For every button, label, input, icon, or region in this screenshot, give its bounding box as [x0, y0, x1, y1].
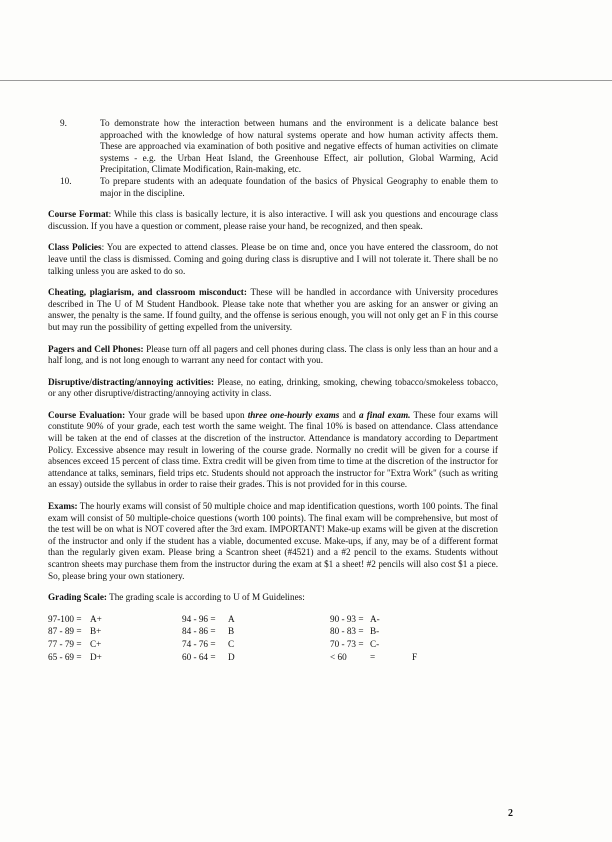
grade-letter: C — [228, 638, 235, 649]
exams-heading: Exams: — [48, 501, 78, 512]
class-policies-paragraph — [48, 242, 498, 277]
evaluation-paragraph — [48, 410, 498, 491]
grade-letter: A- — [370, 613, 380, 624]
grade-equals: = — [370, 651, 376, 662]
course-format-heading: Course Format — [48, 209, 109, 220]
objective-text: To demonstrate how the interaction between humans and the environment is a delicate balance best approached with the knowledge of how natural systems operate and how human activity affects them. These are approached via examination of both positive and negative effects of human activities on climate systems - e.g. the Urban Heat Island, the Greenhouse Effect, air pollution, Global Warming, Acid Precipitation, Climate Modification, Rain-making, etc. — [100, 118, 498, 175]
objective-text: To prepare students with an adequate foundation of the basics of Physical Geography to enable them to major in the discipline. — [100, 175, 498, 198]
objective-number: 10. — [60, 175, 72, 186]
objective-item-10 — [48, 176, 498, 199]
exams-paragraph — [48, 501, 498, 582]
grading-heading: Grading Scale: — [48, 592, 107, 603]
grading-scale-table — [48, 614, 498, 663]
syllabus-page-content — [48, 118, 498, 663]
grade-range: < 60 — [330, 651, 347, 662]
grade-letter: A — [228, 613, 235, 624]
grade-range: 65 - 69 = — [48, 651, 82, 662]
page-number: 2 — [508, 808, 513, 819]
grade-letter: D+ — [90, 651, 102, 662]
grade-letter: C+ — [90, 638, 102, 649]
grade-range: 94 - 96 = — [182, 613, 216, 624]
cheating-heading: Cheating, plagiarism, and classroom misconduct: — [48, 287, 247, 298]
grade-letter: B — [228, 626, 235, 637]
grade-range: 87 - 89 = — [48, 626, 82, 637]
grade-range: 60 - 64 = — [182, 651, 216, 662]
grade-range: 84 - 86 = — [182, 626, 216, 637]
grading-scale-paragraph — [48, 592, 498, 604]
grade-range: 90 - 93 = — [330, 613, 364, 624]
disruptive-text: Please, no eating, drinking, smoking, chewing tobacco/smokeless tobacco, or any other disruptive/distracting/annoying activity in class. — [48, 376, 498, 399]
cheating-paragraph — [48, 287, 498, 333]
evaluation-text-a: Your grade will be based upon — [125, 409, 248, 420]
evaluation-text-b: and — [339, 409, 359, 420]
grade-letter: B+ — [90, 626, 102, 637]
grade-range: 80 - 83 = — [330, 626, 364, 637]
grade-letter: B- — [370, 626, 380, 637]
grade-range: 70 - 73 = — [330, 638, 364, 649]
evaluation-text-c: These four exams will constitute 90% of your grade, each test worth the same weight. The final 10% is based on attendance. Class attendance will be taken at the end of classes at the discretion of the instructor. Attendance is mandatory according to Department Policy. Excessive absence may result in lowering of the course grade. Normally no credit will be given for a course if absences exceed 15 percent of class time. Extra credit will be given from time to time at the discretion of the instructor for attendance at talks, seminars, field trips etc. Students should not approach the instructor for "Extra Work" (such as writing an essay) outside the syllabus in order to raise their grades. This is not provided for in this course. — [48, 409, 499, 490]
grade-letter: A+ — [90, 613, 102, 624]
header-rule — [0, 80, 612, 81]
evaluation-emphasis-final: a final exam. — [358, 409, 411, 420]
evaluation-heading: Course Evaluation: — [48, 409, 126, 420]
pagers-heading: Pagers and Cell Phones: — [48, 343, 144, 354]
exams-text: The hourly exams will consist of 50 multiple choice and map identification questions, worth 100 points. The final exam will consist of 50 multiple-choice questions (worth 100 points). The final exam will be comprehensive, but most of the test will be on what is NOT covered after the 3rd exam. IMPORTANT! Make-up exams will be given at the discretion of the instructor and only if the student has a viable, documented excuse. Make-ups, if any, may be of a different format than the regularly given exam. Please bring a Scantron sheet (#4521) and a #2 pencil to the exams. Students without scantron sheets may purchase them from the instructor during the exam at $1 a sheet! #2 pencils will also cost $1 a piece. So, please bring your own stationery. — [48, 501, 498, 581]
pagers-text: Please turn off all pagers and cell phones during class. The class is only less than an hour and a half long, and is not long enough to warrant any need for contact with you. — [48, 343, 498, 366]
cheating-text: These will be handled in accordance with University procedures described in The U of M Student Handbook. Please take note that whether you are asking for an answer or giving an answer, the penalty is the same. If found guilty, and the offense is serious enough, you will not only get an F in this course but may run the possibility of getting expelled from the university. — [48, 287, 498, 332]
grade-range: 74 - 76 = — [182, 638, 216, 649]
pagers-paragraph — [48, 344, 498, 367]
disruptive-heading: Disruptive/distracting/annoying activities: — [48, 376, 215, 387]
objective-number: 9. — [60, 118, 67, 128]
course-format-paragraph — [48, 209, 498, 232]
grade-range: 77 - 79 = — [48, 638, 82, 649]
grading-text: The grading scale is according to U of M Guidelines: — [106, 592, 305, 603]
disruptive-paragraph — [48, 377, 498, 400]
grade-letter: D — [228, 651, 235, 662]
class-policies-text: : You are expected to attend classes. Please be on time and, once you have entered the classroom, do not leave until the class is dismissed. Coming and going during class is disruptive and I will not tolerate it. There shall be no talking unless you are asked to do so. — [48, 242, 498, 276]
grade-letter: F — [412, 651, 418, 662]
course-format-text: : While this class is basically lecture, it is also interactive. I will ask you questions and encourage class discussion. If you have a question or comment, please raise your hand, be recognized, and then speak. — [48, 209, 498, 231]
class-policies-heading: Class Policies — [48, 242, 102, 253]
evaluation-emphasis-exams: three one-hourly exams — [247, 409, 340, 420]
objective-item-9 — [48, 118, 498, 176]
grade-range: 97-100 = — [48, 613, 82, 624]
grade-letter: C- — [370, 638, 380, 649]
